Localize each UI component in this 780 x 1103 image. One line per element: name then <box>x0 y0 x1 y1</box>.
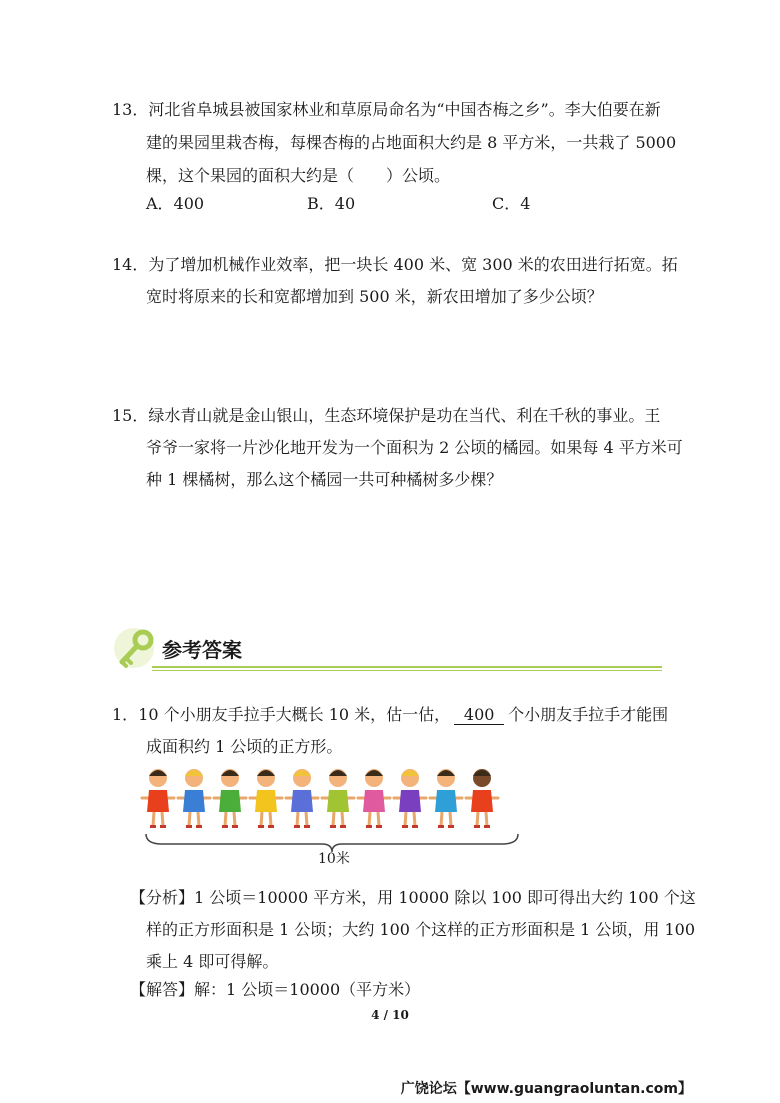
child-figure <box>322 769 354 828</box>
q15-line3: 种 1 棵橘树，那么这个橘园一共可种橘树多少棵？ <box>146 470 503 489</box>
q13-text-1: 河北省阜城县被国家林业和草原局命名为“中国杏梅之乡”。李大伯要在新 <box>148 100 661 119</box>
child-figure <box>142 769 174 828</box>
child-figure <box>214 769 246 828</box>
a1-solution: 【解答】解：1 公顷＝10000（平方米） <box>130 980 421 999</box>
q14-number: 14． <box>112 255 149 274</box>
q13-line3: 棵，这个果园的面积大约是（ ）公顷。 <box>146 166 451 185</box>
child-figure <box>250 769 282 828</box>
q15-text-1: 绿水青山就是金山银山，生态环境保护是功在当代、利在千秋的事业。王 <box>148 406 661 425</box>
a1-line2: 成面积约 1 公顷的正方形。 <box>146 737 343 756</box>
child-figure <box>286 769 318 828</box>
q13-line2: 建的果园里栽杏梅，每棵杏梅的占地面积大约是 8 平方米，一共栽了 5000 <box>146 133 677 152</box>
footer-site-label: 广饶论坛【www.guangraoluntan.com】 <box>400 1081 692 1097</box>
child-figure <box>394 769 426 828</box>
q15-line1 <box>112 406 660 426</box>
answers-section-header <box>112 626 662 672</box>
a1-number: 1． <box>112 705 139 724</box>
a1-text-1b: 个小朋友手拉手才能围 <box>508 705 669 724</box>
q14-line1 <box>112 255 678 275</box>
child-figure <box>178 769 210 828</box>
child-figure <box>358 769 390 828</box>
a1-analysis-1: 【分析】1 公顷＝10000 平方米，用 10000 除以 100 即可得出大约 100 个这 <box>130 888 696 907</box>
q13-option-a: A．400 <box>146 194 205 213</box>
q13-option-c: C．4 <box>492 194 531 213</box>
q13-number: 13． <box>112 100 149 119</box>
a1-analysis-3: 乘上 4 即可得解。 <box>146 952 279 971</box>
a1-analysis-2: 样的正方形面积是 1 公顷；大约 100 个这样的正方形面积是 1 公顷，用 100 <box>146 920 696 939</box>
section-divider-thin <box>152 670 662 671</box>
a1-line1 <box>112 705 668 725</box>
a1-answer-blank: 400 <box>454 706 504 725</box>
q15-line2: 爷爷一家将一片沙化地开发为一个面积为 2 公顷的橘园。如果每 4 平方米可 <box>146 438 683 457</box>
page-number: 4 / 10 <box>371 1008 409 1022</box>
a1-text-1a: 10 个小朋友手拉手大概长 10 米，估一估， <box>138 705 451 724</box>
length-label: 10米 <box>318 851 350 867</box>
q15-number: 15． <box>112 406 149 425</box>
answers-title: 参考答案 <box>162 638 242 662</box>
q13-line1 <box>112 100 661 120</box>
q14-line2: 宽时将原来的长和宽都增加到 500 米，新农田增加了多少公顷？ <box>146 287 603 306</box>
q13-option-b: B．40 <box>307 194 356 213</box>
section-divider <box>152 666 662 668</box>
child-figure <box>466 769 498 828</box>
child-figure <box>430 769 462 828</box>
q14-text-1: 为了增加机械作业效率，把一块长 400 米、宽 300 米的农田进行拓宽。拓 <box>148 255 678 274</box>
